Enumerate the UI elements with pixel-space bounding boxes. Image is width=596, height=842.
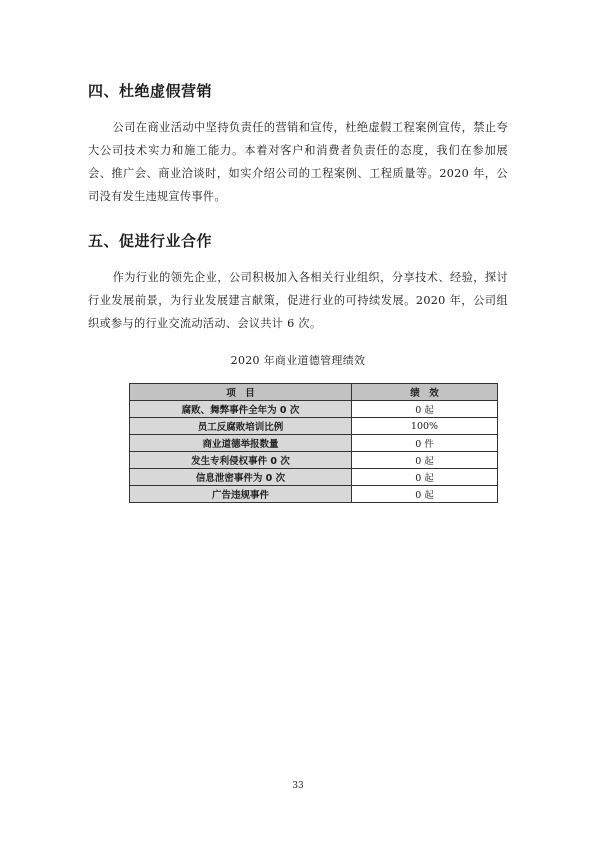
column-header-item: 项 目 <box>130 384 352 401</box>
table-cell-item: 发生专利侵权事件 0 次 <box>130 452 352 469</box>
page-number: 33 <box>292 781 304 791</box>
table-cell-item: 商业道德举报数量 <box>130 435 352 452</box>
section-paragraph-industry-cooperation: 作为行业的领先企业，公司积极加入各相关行业组织，分享技术、经验，探讨行业发展前景，为行业发展建言献策，促进行业的可持续发展。2020 年，公司组织或参与的行业交流动活动、会议共计 6 次。 <box>88 271 508 330</box>
table-caption: 2020 年商业道德管理绩效 <box>230 354 366 367</box>
table-cell-value: 0 起 <box>352 401 498 418</box>
table-row <box>130 435 498 452</box>
table-row <box>130 452 498 469</box>
section-heading-false-marketing: 四、杜绝虚假营销 <box>88 82 213 100</box>
column-header-performance: 绩 效 <box>352 384 498 401</box>
table-cell-value: 100% <box>352 418 498 435</box>
table-cell-value: 0 起 <box>352 469 498 486</box>
ethics-performance-table <box>129 383 498 503</box>
table-header-row <box>130 384 498 401</box>
table-row <box>130 401 498 418</box>
table-cell-item: 腐败、舞弊事件全年为 0 次 <box>130 401 352 418</box>
table-cell-value: 0 起 <box>352 486 498 503</box>
section-heading-industry-cooperation: 五、促进行业合作 <box>88 232 213 250</box>
table-cell-item: 员工反腐败培训比例 <box>130 418 352 435</box>
table-cell-item: 广告违规事件 <box>130 486 352 503</box>
table-row <box>130 486 498 503</box>
table-cell-item: 信息泄密事件为 0 次 <box>130 469 352 486</box>
table-cell-value: 0 件 <box>352 435 498 452</box>
section-paragraph-false-marketing: 公司在商业活动中坚持负责任的营销和宣传，杜绝虚假工程案例宣传，禁止夸大公司技术实力和施工能力。本着对客户和消费者负责任的态度，我们在参加展会、推广会、商业洽谈时，如实介绍公司的工程案例、工程质量等。2020 年，公司没有发生违规宣传事件。 <box>88 121 508 203</box>
table-row <box>130 469 498 486</box>
table-cell-value: 0 起 <box>352 452 498 469</box>
table-row <box>130 418 498 435</box>
